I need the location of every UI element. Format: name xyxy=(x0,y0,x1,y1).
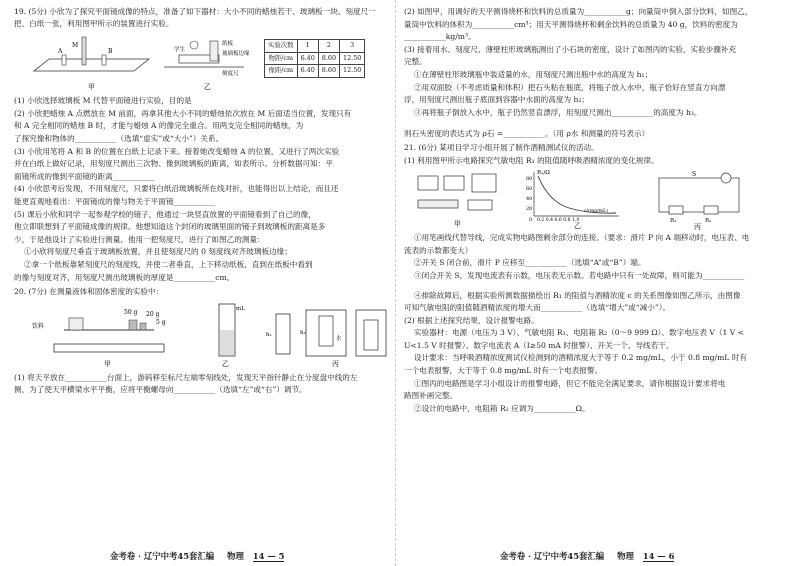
q21-figure xyxy=(404,168,780,230)
q20-label-5g: 5 g xyxy=(156,318,166,326)
q20-diagram xyxy=(14,300,390,370)
q20c-line-11: 则石头密度的表达式为 ρ石 =___________。（用 ρ水 和测量的符号表示） xyxy=(404,129,650,139)
footer-page-number: 14 — 5 xyxy=(252,551,285,561)
q19-caption-a: 甲 xyxy=(88,83,95,92)
q20c-line-6: ①在薄壁柱形玻璃瓶中装适量的水，用刻度尺测出瓶中水的高度为 h₁； xyxy=(414,69,653,79)
q19-label-glass: 玻璃板边缘 xyxy=(222,51,250,58)
q21-r1-resistor xyxy=(669,206,683,214)
footer-subject: 物理 xyxy=(227,551,244,561)
q21-label-r-axis: R₁/Ω xyxy=(537,170,550,177)
left-column xyxy=(14,6,390,397)
q21-head: 21. (6分) 某项目学习小组开展了制作酒精测试仪的活动。 xyxy=(404,142,599,152)
q21-line-10: U<1.5 V 时报警）、数字电流表 A（I≥50 mA 时报警）、开关一个、导线若干。 xyxy=(404,340,674,350)
q20-head: 20. (7分) 在测量液体和固体密度的实验中： xyxy=(14,287,164,297)
table-cell: 像距/cm xyxy=(265,65,298,78)
q20-label-drink: 饮料 xyxy=(32,322,45,330)
q20-label-ml: mL xyxy=(236,305,245,312)
q21-caption-b: 乙 xyxy=(574,222,581,231)
right-footer xyxy=(500,550,674,562)
q19-line-4: 了探究像和物体的___________（选填“虚实”或“大小”）关系。 xyxy=(14,133,224,143)
q19-label-paper: 纸板 xyxy=(222,41,234,48)
q20-balance-base xyxy=(54,344,164,352)
q21-line-3: ②开关 S 闭合前，滑片 P 应移至___________（选填“A”或“B”）端。 xyxy=(414,258,646,268)
footer-brand: 金考卷 · 辽宁中考45套汇编 xyxy=(500,551,605,561)
q19-label-student: 学生 xyxy=(174,47,186,54)
table-row xyxy=(265,65,365,78)
q19-line-1: (1) 小欣选择玻璃板 M 代替平面镜进行实验，目的是 xyxy=(14,96,192,106)
q19-candle-a xyxy=(62,55,66,65)
q21-tick-80: 80 xyxy=(526,176,533,183)
q21-line-1: ①用笔画线代替导线，完成实物电路图剩余部分的连接。（要求：滑片 P 向 A 端移动时，电压表、电 xyxy=(414,233,750,243)
q21-gas-sensor xyxy=(472,174,496,192)
q20-bottle-1 xyxy=(276,314,290,354)
table-cell: 8.60 xyxy=(318,65,339,78)
q19-line-14: ②拿一个纸板靠紧刻度尺的刻度线，并使二者垂直，上下移动纸板，直到在纸板中看到 xyxy=(24,259,313,269)
q20-caption-b: 乙 xyxy=(222,359,229,368)
q19-line-5: (3) 小欣用笔将 A 和 B 的位置在白纸上记录下来。接着她改变蜡烛 A 的位置，又进行了两次实验 xyxy=(14,146,340,156)
q20-bottle-2 xyxy=(319,316,333,346)
q21-line-14: 路图补画完整。 xyxy=(404,391,458,401)
q21-label-s: S xyxy=(692,171,697,179)
q21-intro: (1) 利用图甲所示电路探究气敏电阻 R₁ 的阻值随呼吸酒精浓度的变化规律。 xyxy=(404,155,659,165)
q21-line-15: ②设计的电路中，电阻箱 R₂ 应调为___________Ω。 xyxy=(414,403,590,413)
q21-tick-origin: 0 xyxy=(529,217,533,224)
q21-caption-a: 甲 xyxy=(454,220,461,229)
q19-line-11: 他立即联想到了平面镜成像的规律。他想知道这个封闭的玻璃里面的镜子到玻璃板的距离是多 xyxy=(14,222,326,232)
q21-graph-curve xyxy=(538,176,616,213)
footer-subject: 物理 xyxy=(617,551,634,561)
q21-line-8: (2) 根据上述探究结果，设计报警电路。 xyxy=(404,315,539,325)
q21-line-13: ①图丙的电路图是学习小组设计的报警电路，但它不能完全满足要求，请你根据设计要求将电 xyxy=(414,378,726,388)
q21-voltmeter xyxy=(444,176,464,190)
table-header-cell: 3 xyxy=(340,40,365,53)
q21-r2-resistor xyxy=(704,206,718,214)
q19-line-2: (2) 小欣把蜡烛 A 点燃放在 M 前面，再拿其他大小不同的蜡烛依次放在 M 后面适当位置，发现只有 xyxy=(14,108,352,118)
q19-line-3: 和 A 完全相同的蜡烛 B 时，才能与蜡烛 A 的像完全重合。用两支完全相同的蜡烛，为 xyxy=(14,121,304,131)
q19-label-ruler: 刻度尺 xyxy=(222,71,239,78)
table-row xyxy=(265,52,365,65)
q19-line-7: 面镜所成的像到平面镜的距离___________ xyxy=(14,171,155,181)
q21-line-4: ③闭合开关 S，发现电流表有示数，电压表无示数。若电路中只有一处故障，则可能为___________ xyxy=(414,270,745,280)
q19-line-13: ①小欣将刻度尺垂直于玻璃板放置，并且使刻度尺的 0 刻度线对齐玻璃板边缘； xyxy=(24,247,292,257)
q20-label-water: 水 xyxy=(336,335,342,342)
q21-line-6: ④排除故障后，根据实验所测数据描绘出 R₁ 的阻值与酒精浓度 c 的关系图像如图乙所示，由图像 xyxy=(414,290,741,300)
q20-line-2: 侧，为了使天平横梁水平平衡，应将平衡螺母向___________（选填“左”或“右”）调节。 xyxy=(14,385,307,395)
q19-glass-plate xyxy=(82,37,86,65)
q21-x-ticks: 0.2 0.4 0.6 0.8 1.0 xyxy=(537,218,580,224)
q20c-line-4: (3) 接着用水、刻度尺、薄壁柱形玻璃瓶测出了小石块的密度，设计了如图丙的实验，实验步骤补充 xyxy=(404,44,737,54)
q21-tick-20: 20 xyxy=(526,206,533,213)
table-header-cell: 2 xyxy=(318,40,339,53)
q20-line-1: (1) 将天平放在___________台面上，游码移至标尺左端零刻线处，发现天平指针静止在分度盘中线的左 xyxy=(14,372,358,382)
column-divider xyxy=(395,0,396,566)
q21-label-r2: R₂ xyxy=(705,218,712,225)
footer-page-number: 14 — 6 xyxy=(642,551,675,561)
q21-ammeter xyxy=(418,176,438,190)
q19-paper-base xyxy=(34,59,149,71)
q20-figure xyxy=(14,300,390,370)
q19-student-eye xyxy=(190,41,198,49)
q19-figure xyxy=(14,31,390,93)
q19-line-15: 的像与刻度对齐，用刻度尺测出玻璃板的厚度是___________cm。 xyxy=(14,272,235,282)
q20c-line-5: 完整。 xyxy=(404,57,427,67)
q19-candle-b xyxy=(102,55,106,65)
q19-cardboard xyxy=(210,41,218,61)
q21-line-7: 可知气敏电阻的阻值随酒精浓度的增大而___________（选填“增大”或“减小”）。 xyxy=(404,303,671,313)
q19-label-m: M xyxy=(72,42,79,50)
q21-label-r1: R₁ xyxy=(670,218,677,225)
table-header-cell: 实验次数 xyxy=(265,40,298,53)
table-cell: 6.40 xyxy=(297,52,318,65)
q19-line-10: (5) 课后小欣和同学一起参观学校的镜子，他通过一块竖直放置的平面镜看到了自己的像， xyxy=(14,209,316,219)
q20-caption-c: 丙 xyxy=(332,359,339,368)
table-header-row xyxy=(265,40,365,53)
q20-label-h2: h₂ xyxy=(300,329,306,336)
table-cell: 物距/cm xyxy=(265,52,298,65)
table-header-cell: 1 xyxy=(297,40,318,53)
q19-line-9: 能更直观地看出：平面镜成的像与物关于平面镜___________ xyxy=(14,196,216,206)
q19-line-8: (4) 小欣思考后发现，不用刻度尺，只要将白纸沿玻璃板所在线对折，也能得出以上结论，而且还 xyxy=(14,184,339,194)
q20c-line-3: ___________kg/m³。 xyxy=(404,32,476,42)
q20c-line-1: (2) 如图甲，用调好的天平测得烧杯和饮料的总质量为___________g；向量筒中倒入部分饮料，如图乙， xyxy=(404,7,753,16)
left-footer xyxy=(110,550,284,562)
q19-label-a: A xyxy=(58,48,63,56)
q20c-line-8: 浮，用刻度尺测出瓶子底面到容器中水面的高度为 h₂； xyxy=(404,95,590,105)
footer-brand: 金考卷 · 辽宁中考45套汇编 xyxy=(110,551,215,561)
q21-line-11: 设计要求：当呼吸酒精浓度测试仪检测到的酒精浓度大于等于 0.2 mg/mL，小于 0.8 mg/mL 时有 xyxy=(414,353,747,363)
q20c-line-2: 量筒中饮料的体积为___________cm³；用天平测得烧杯和剩余饮料的总质量为 40 g，饮料的密度为 xyxy=(404,19,738,29)
q20-beaker xyxy=(69,318,83,330)
q20-caption-a: 甲 xyxy=(104,359,111,368)
q19-head: 19. (5分) 小欣为了探究平面镜成像的特点，准备了如下器材：大小不同的蜡烛若干、玻璃板一块、刻度尺一把、白纸一张，利用图甲所示的装置进行实验。 xyxy=(14,7,376,28)
q21-rheostat xyxy=(418,200,458,208)
q20c-spacer xyxy=(404,119,780,127)
q19-data-table xyxy=(264,39,365,78)
q19-line-12: 少，于是他设计了实验进行测量。他用一把刻度尺，进行了如图乙的测量： xyxy=(14,234,265,244)
q21-label-c-axis: c/(mg/mL) xyxy=(584,209,608,215)
q20-weight-50g xyxy=(129,320,137,330)
q21-battery xyxy=(468,200,492,210)
q20c-line-7: ②用双面胶（不考虑质量和体积）把石头粘在瓶底，将瓶子放入水中，瓶子恰好在竖直方向漂 xyxy=(414,82,726,92)
q19-line-6: 并在白纸上做好记录，用刻度尺测出三次物、像到玻璃板的距离，如表所示。分析数据可知：平 xyxy=(14,159,333,169)
table-cell: 12.50 xyxy=(340,52,365,65)
q20-cylinder-liquid xyxy=(220,330,234,355)
q19-label-b: B xyxy=(108,48,113,56)
q21-meter-symbol xyxy=(721,173,731,183)
q20-label-h1: h₁ xyxy=(266,331,272,338)
q21-line-12: 一个电表报警，大于等于 0.8 mg/mL 时有一个电表报警。 xyxy=(404,366,603,376)
q20-weight-20g xyxy=(140,323,146,330)
q20-label-50g: 50 g xyxy=(124,308,138,316)
q21-line-2: 流表的示数都变大） xyxy=(404,245,473,255)
q21-diagram xyxy=(404,168,780,230)
q21-line-9: 实验器材：电源（电压为 3 V）、气敏电阻 R₁、电阻箱 R₂（0～9 999 Ω）、数字电压表 V（1 V < xyxy=(414,328,744,338)
q20-bottle-3 xyxy=(364,320,378,350)
right-column xyxy=(404,6,780,415)
q19-caption-b: 乙 xyxy=(204,83,211,92)
table-cell: 12.50 xyxy=(340,65,365,78)
q20c-line-9: ③再将瓶子倒放入水中，瓶子仍然竖直漂浮，用刻度尺测出___________的高度为 h₃。 xyxy=(414,107,702,117)
q21-spacer xyxy=(404,283,780,289)
q21-tick-60: 60 xyxy=(526,186,533,193)
q21-caption-c: 丙 xyxy=(694,223,701,231)
q20-label-20g: 20 g xyxy=(146,310,160,318)
table-cell: 8.60 xyxy=(318,52,339,65)
table-cell: 6.40 xyxy=(297,65,318,78)
q21-tick-40: 40 xyxy=(526,196,533,203)
